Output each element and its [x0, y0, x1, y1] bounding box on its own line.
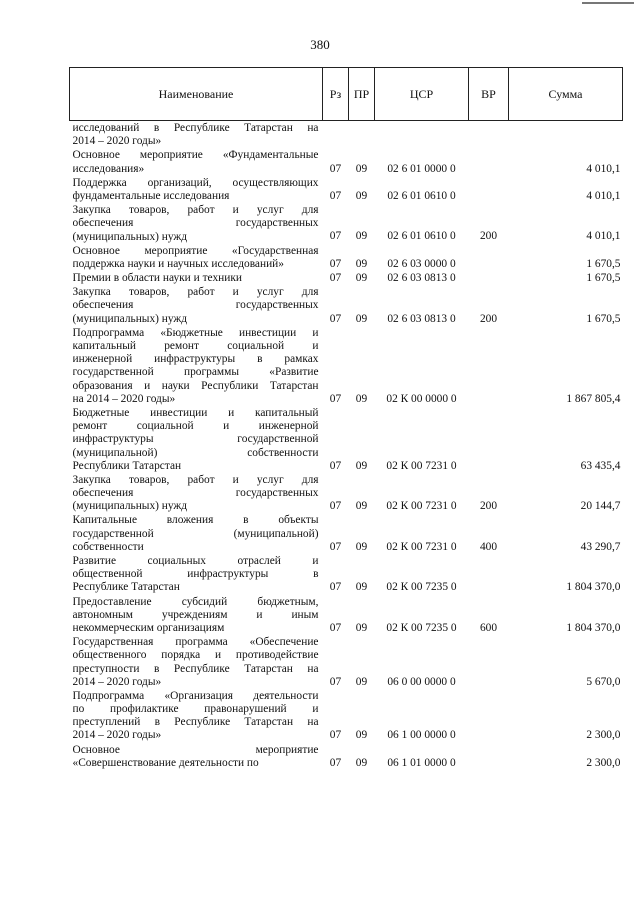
header-csr: ЦСР	[375, 68, 469, 121]
row-sum: 1 804 370,0	[566, 621, 621, 634]
table-row	[70, 406, 623, 473]
row-sum: 2 300,0	[586, 756, 621, 769]
row-name-line: (муниципальной) собственности	[72, 446, 319, 459]
table-header-row	[70, 68, 623, 121]
row-sum: 43 290,7	[580, 540, 621, 553]
row-name	[70, 244, 323, 271]
row-name-line: инженерной инфраструктуры в рамках	[72, 353, 319, 366]
table-row	[70, 176, 623, 203]
row-name-line: преступности в Республике Татарстан на	[72, 662, 319, 675]
budget-table	[69, 67, 623, 770]
row-name-line: Закупка товаров, работ и услуг для	[72, 204, 319, 217]
row-name-line: Основное мероприятие	[72, 743, 319, 756]
row-name-line: государственной (муниципальной)	[72, 527, 319, 540]
row-rz: 07	[329, 729, 342, 742]
row-csr: 02 6 01 0000 0	[387, 162, 456, 175]
row-vr: 600	[479, 621, 498, 634]
row-csr: 02 К 00 7231 0	[386, 500, 457, 513]
header-pr: ПР	[349, 68, 375, 121]
row-csr: 02 6 01 0610 0	[387, 230, 456, 243]
row-rz: 07	[329, 540, 342, 553]
row-name-line: поддержка науки и научных исследований»	[72, 257, 284, 270]
row-sum: 63 435,4	[580, 459, 621, 472]
table-row	[70, 203, 623, 244]
row-name-line: исследования»	[72, 162, 145, 175]
row-name-line: Основное мероприятие «Фундаментальные	[72, 149, 319, 162]
row-csr: 02 К 00 7235 0	[386, 581, 457, 594]
row-name	[70, 635, 323, 689]
row-sum: 4 010,1	[586, 162, 621, 175]
row-name	[70, 595, 323, 636]
row-name-line: Премии в области науки и техники	[72, 272, 242, 285]
row-csr: 02 6 03 0813 0	[387, 272, 456, 285]
row-name-line: 2014 – 2020 годы»	[72, 675, 162, 688]
row-name-line: Подпрограмма «Бюджетные инвестиции и	[72, 326, 319, 339]
row-csr: 02 К 00 7231 0	[386, 459, 457, 472]
row-name-line: обеспечения государственных	[72, 299, 319, 312]
row-vr	[469, 743, 509, 770]
row-rz	[323, 121, 349, 149]
table-row	[70, 743, 623, 770]
row-sum: 1 670,5	[586, 257, 621, 270]
row-pr: 09	[355, 621, 368, 634]
row-name-line: автономным учреждениям и иным	[72, 608, 319, 621]
row-name-line: Закупка товаров, работ и услуг для	[72, 473, 319, 486]
row-name	[70, 473, 323, 514]
table-row	[70, 473, 623, 514]
header-name: Наименование	[70, 68, 323, 121]
row-sum: 1 804 370,0	[566, 581, 621, 594]
row-pr	[349, 121, 375, 149]
table-row	[70, 595, 623, 636]
row-name-line: преступлений в Республике Татарстан на	[72, 716, 319, 729]
row-name-line: Бюджетные инвестиции и капитальный	[72, 406, 319, 419]
row-name-line: по профилактике правонарушений и	[72, 703, 319, 716]
table-row	[70, 121, 623, 149]
row-name-line: обеспечения государственных	[72, 217, 319, 230]
row-pr: 09	[355, 162, 368, 175]
page-number: 380	[310, 37, 330, 52]
row-rz: 07	[329, 392, 342, 405]
row-sum: 4 010,1	[586, 230, 621, 243]
row-name-line: Закупка товаров, работ и услуг для	[72, 286, 319, 299]
row-csr: 02 6 03 0813 0	[387, 312, 456, 325]
row-sum: 1 670,5	[586, 312, 621, 325]
row-rz: 07	[329, 756, 342, 769]
row-name-line: Предоставление субсидий бюджетным,	[72, 595, 319, 608]
row-name-line: капитальный ремонт социальной и	[72, 340, 319, 353]
row-name-line: Основное мероприятие «Государственная	[72, 244, 319, 257]
row-name-line: фундаментальные исследования	[72, 189, 230, 202]
row-sum: 20 144,7	[580, 500, 621, 513]
row-pr: 09	[355, 675, 368, 688]
row-csr: 02 6 03 0000 0	[387, 257, 456, 270]
row-name	[70, 285, 323, 326]
row-vr	[469, 271, 509, 285]
row-pr: 09	[355, 257, 368, 270]
row-rz: 07	[329, 621, 342, 634]
row-vr: 400	[479, 540, 498, 553]
row-csr: 06 1 01 0000 0	[387, 756, 456, 769]
row-name	[70, 406, 323, 473]
row-csr: 06 1 00 0000 0	[387, 729, 456, 742]
table-row	[70, 326, 623, 406]
row-rz: 07	[329, 312, 342, 325]
row-name	[70, 203, 323, 244]
row-csr: 02 К 00 7231 0	[386, 540, 457, 553]
row-vr	[469, 554, 509, 595]
row-name-line: обеспечения государственных	[72, 487, 319, 500]
row-name-line: Поддержка организаций, осуществляющих	[72, 176, 319, 189]
row-name	[70, 689, 323, 743]
row-sum: 2 300,0	[586, 729, 621, 742]
row-sum: 4 010,1	[586, 189, 621, 202]
row-name	[70, 743, 323, 770]
row-vr: 200	[479, 312, 498, 325]
header-vr: ВР	[469, 68, 509, 121]
row-vr	[469, 689, 509, 743]
header-rz: Рз	[323, 68, 349, 121]
row-name-line: 2014 – 2020 годы»	[72, 729, 162, 742]
row-vr	[469, 121, 509, 149]
table-row	[70, 554, 623, 595]
row-pr: 09	[355, 312, 368, 325]
row-name-line: (муниципальных) нужд	[72, 500, 188, 513]
row-rz: 07	[329, 581, 342, 594]
row-name-line: (муниципальных) нужд	[72, 230, 188, 243]
row-pr: 09	[355, 459, 368, 472]
row-sum: 1 670,5	[586, 272, 621, 285]
row-pr: 09	[355, 392, 368, 405]
row-name-line: Капитальные вложения в объекты	[72, 514, 319, 527]
row-name-line: Республики Татарстан	[72, 459, 182, 472]
row-vr	[469, 244, 509, 271]
row-name	[70, 148, 323, 175]
row-rz: 07	[329, 162, 342, 175]
row-rz: 07	[329, 230, 342, 243]
row-vr	[469, 148, 509, 175]
row-name-line: собственности	[72, 540, 144, 553]
row-vr	[469, 326, 509, 406]
table-row	[70, 244, 623, 271]
row-name-line: «Совершенствование деятельности по	[72, 756, 259, 769]
table-row	[70, 513, 623, 554]
table-row	[70, 271, 623, 285]
row-pr: 09	[355, 189, 368, 202]
row-sum: 1 867 805,4	[566, 392, 621, 405]
row-name-line: общественной инфраструктуры в	[72, 568, 319, 581]
row-sum: 5 670,0	[586, 675, 621, 688]
row-pr: 09	[355, 756, 368, 769]
row-name	[70, 513, 323, 554]
row-vr: 200	[479, 230, 498, 243]
row-csr: 02 К 00 0000 0	[386, 392, 457, 405]
row-vr	[469, 635, 509, 689]
row-rz: 07	[329, 257, 342, 270]
table-row	[70, 635, 623, 689]
row-name-line: общественного порядка и противодействие	[72, 649, 319, 662]
row-rz: 07	[329, 189, 342, 202]
row-name-line: (муниципальных) нужд	[72, 312, 188, 325]
row-name-line: исследований в Республике Татарстан на	[72, 122, 319, 134]
row-vr	[469, 176, 509, 203]
table-row	[70, 285, 623, 326]
table-row	[70, 689, 623, 743]
row-name-line: образования и науки Республики Татарстан	[72, 379, 319, 392]
row-sum	[509, 121, 623, 149]
row-pr: 09	[355, 540, 368, 553]
row-vr: 200	[479, 500, 498, 513]
row-vr	[469, 406, 509, 473]
row-name	[70, 121, 323, 149]
row-name-line: Государственная программа «Обеспечение	[72, 636, 319, 649]
row-name	[70, 554, 323, 595]
row-pr: 09	[355, 581, 368, 594]
row-pr: 09	[355, 729, 368, 742]
row-csr: 02 К 00 7235 0	[386, 621, 457, 634]
row-pr: 09	[355, 272, 368, 285]
row-name-line: некоммерческим организациям	[72, 621, 225, 634]
row-name-line: на 2014 – 2020 годы»	[72, 392, 176, 405]
row-pr: 09	[355, 230, 368, 243]
row-rz: 07	[329, 459, 342, 472]
row-name	[70, 271, 323, 285]
row-name-line: Республике Татарстан	[72, 581, 180, 594]
row-name-line: инфраструктуры государственной	[72, 433, 319, 446]
row-rz: 07	[329, 500, 342, 513]
row-name-line: Подпрограмма «Организация деятельности	[72, 689, 319, 702]
row-csr: 06 0 00 0000 0	[387, 675, 456, 688]
table-body	[70, 121, 623, 771]
row-name-line: ремонт социальной и инженерной	[72, 420, 319, 433]
row-name-line: 2014 – 2020 годы»	[72, 135, 162, 148]
row-csr: 02 6 01 0610 0	[387, 189, 456, 202]
row-pr: 09	[355, 500, 368, 513]
row-name	[70, 176, 323, 203]
header-sum: Сумма	[509, 68, 623, 121]
row-rz: 07	[329, 675, 342, 688]
row-csr	[375, 121, 469, 149]
row-name	[70, 326, 323, 406]
scan-corner-mark	[582, 2, 634, 4]
row-name-line: Развитие социальных отраслей и	[72, 555, 319, 568]
row-rz: 07	[329, 272, 342, 285]
row-name-line: государственной программы «Развитие	[72, 366, 319, 379]
table-row	[70, 148, 623, 175]
